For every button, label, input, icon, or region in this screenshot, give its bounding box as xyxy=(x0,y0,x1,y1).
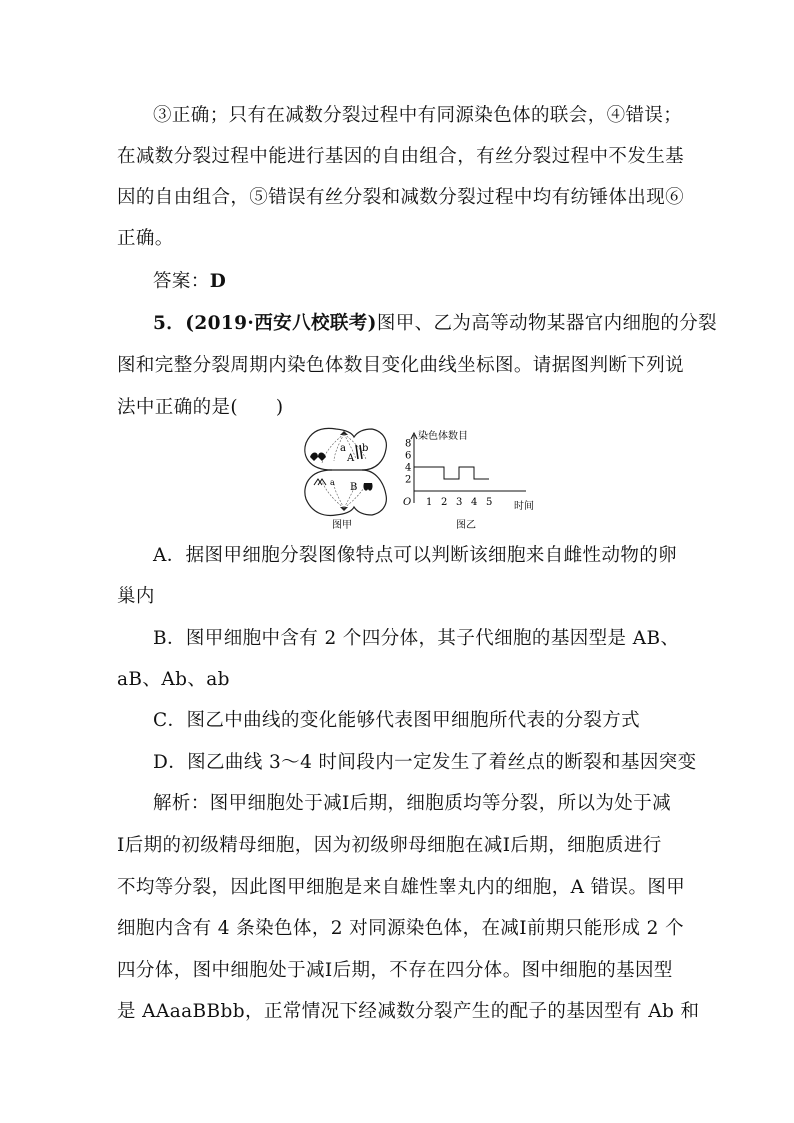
question-stem: 图甲、乙为高等动物某器官内细胞的分裂 xyxy=(376,313,718,334)
option-C-line: C．图乙中曲线的变化能够代表图甲细胞所代表的分裂方式 xyxy=(153,710,641,731)
analysis-line: Ⅰ后期的初级精母细胞，因为初级卵母细胞在减Ⅰ后期，细胞质进行 xyxy=(117,835,662,856)
chromosome xyxy=(310,453,326,462)
gene-label-a: a xyxy=(340,443,346,454)
answer-label: 答案： xyxy=(153,271,210,292)
text-line: 因的自由组合，⑤错误有丝分裂和减数分裂过程中均有纺锤体出现⑥ xyxy=(117,187,685,208)
y-tick-label: 4 xyxy=(405,462,412,474)
analysis-line: 不均等分裂，因此图甲细胞是来自雄性睾丸内的细胞，A 错误。图甲 xyxy=(117,877,686,898)
origin-label: O xyxy=(403,497,412,508)
answer-value: D xyxy=(209,271,227,292)
analysis-line: 四分体，图中细胞处于减Ⅰ后期，不存在四分体。图中细胞的基因型 xyxy=(117,960,673,981)
gene-label-a-lower: a xyxy=(330,478,335,487)
x-tick-label: 3 xyxy=(456,497,463,508)
answer-line xyxy=(153,270,226,294)
chromosome xyxy=(363,483,372,491)
y-tick-label: 2 xyxy=(405,474,412,486)
analysis-line: 解析：图甲细胞处于减Ⅰ后期，细胞质均等分裂，所以为处于减 xyxy=(153,793,672,814)
chromosome xyxy=(314,479,326,485)
text-line: 在减数分裂过程中能进行基因的自由组合，有丝分裂过程中不发生基 xyxy=(117,146,685,167)
text-line: 正确。 xyxy=(117,228,174,249)
analysis-line: 细胞内含有 4 条染色体，2 对同源染色体，在减Ⅰ前期只能形成 2 个 xyxy=(117,918,685,939)
option-B-line: B．图甲细胞中含有 2 个四分体，其子代细胞的基因型是 AB、 xyxy=(153,628,680,649)
option-D-line: D．图乙曲线 3～4 时间段内一定发生了着丝点的断裂和基因突变 xyxy=(153,752,697,773)
y-tick-label: 6 xyxy=(405,450,412,462)
question-source: (2019·西安八校联考) xyxy=(185,313,377,334)
figure-yi-chart xyxy=(403,429,534,531)
chromosome-count-line xyxy=(414,467,489,479)
analysis-line: 是 AAaaBBbb，正常情况下经减数分裂产生的配子的基因型有 Ab 和 xyxy=(117,1001,700,1022)
gene-label-B: B xyxy=(350,482,358,493)
option-A-line: A．据图甲细胞分裂图像特点可以判断该细胞来自雌性动物的卵 xyxy=(153,545,678,566)
text-line: ③正确；只有在减数分裂过程中有同源染色体的联会，④错误； xyxy=(153,105,683,126)
figure-jia-caption: 图甲 xyxy=(332,520,352,531)
option-B-line: aB、Ab、ab xyxy=(117,669,230,690)
y-axis-label: 染色体数目 xyxy=(418,431,468,442)
figures xyxy=(300,425,540,535)
figure-svg xyxy=(300,425,540,535)
figure-yi-caption: 图乙 xyxy=(456,520,476,531)
gene-label-A: A xyxy=(347,453,355,464)
x-axis-label: 时间 xyxy=(514,501,534,512)
question-number: 5． xyxy=(153,313,186,334)
y-tick-label: 8 xyxy=(405,438,412,450)
x-tick-label: 4 xyxy=(471,497,478,508)
option-A-line: 巢内 xyxy=(117,586,155,607)
x-tick-label: 5 xyxy=(486,497,493,508)
x-tick-label: 2 xyxy=(441,497,448,508)
question-stem-line: 法中正确的是( ) xyxy=(117,397,284,418)
figure-jia-cell xyxy=(305,428,387,531)
question-stem-line xyxy=(153,312,717,336)
gene-label-b: b xyxy=(362,443,369,454)
x-tick-label: 1 xyxy=(426,497,433,508)
question-stem-line: 图和完整分裂周期内染色体数目变化曲线坐标图。请据图判断下列说 xyxy=(117,355,685,376)
